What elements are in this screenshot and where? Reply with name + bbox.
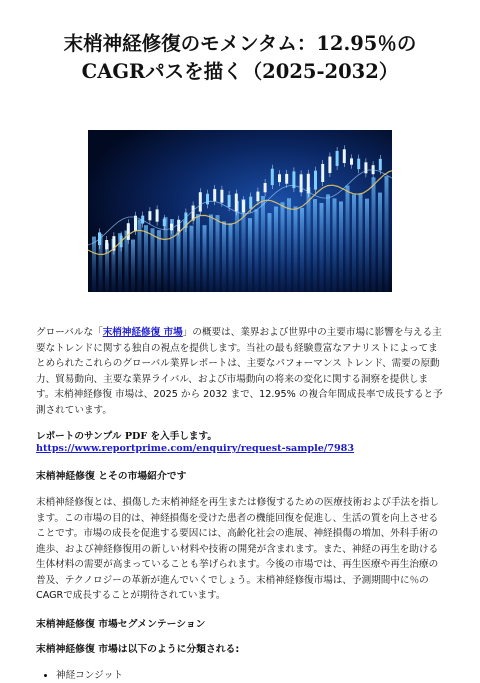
- hero-bar: [372, 177, 376, 292]
- hero-candle: [300, 174, 303, 192]
- section-heading-intro: 末梢神経修復 とその市場紹介です: [36, 471, 187, 482]
- hero-candle: [321, 164, 324, 182]
- hero-bar: [196, 214, 200, 292]
- section-intro-paragraph: 末梢神経修復とは、損傷した末梢神経を再生または修復するための医療技術および手法を指します。この市場の目的は、神経損傷を受けた患者の機能回復を促進し、生活の質を向上させることです。市場の成長を促進する要因には、高齢化社会の進展、神経損傷の増加、外科手術の進歩、および神経修復用の新しい材料や技術の開発が含まれます。また、神経の再生を助ける生体材料の需要が高まっていることも挙げられます。今後の市場では、再生医療や再生治療の普及、テクノロジーの革新が進んでいくでしょう。末梢神経修復市場は、予測期間中に％のCAGRで成長することが期待されています。: [36, 497, 439, 601]
- hero-bar: [105, 243, 109, 292]
- hero-chart-image: [88, 130, 392, 292]
- hero-candle: [285, 174, 288, 184]
- hero-bar: [287, 198, 291, 292]
- hero-candle: [127, 223, 130, 240]
- sample-label-tail: を入手します。: [147, 431, 217, 442]
- hero-bar: [209, 214, 213, 292]
- hero-bar: [92, 237, 96, 292]
- page-title: 末梢神経修復のモメンタム：12.95％のCAGRパスを描く（2025-2032）: [63, 32, 417, 83]
- hero-bar: [190, 226, 194, 292]
- section-heading-segmentation: 末梢神経修復 市場セグメンテーション: [36, 618, 206, 630]
- hero-candle: [256, 192, 259, 202]
- hero-bar: [378, 193, 382, 292]
- hero-candle: [206, 194, 209, 205]
- hero-candle: [148, 211, 151, 220]
- hero-bar: [248, 218, 252, 292]
- segmentation-list: [36, 669, 444, 683]
- hero-bar: [131, 240, 135, 292]
- sample-request: [36, 431, 444, 455]
- hero-candle: [314, 171, 317, 190]
- sample-label-pdf: PDF: [124, 431, 148, 442]
- hero-candle: [357, 159, 360, 170]
- hero-candle: [242, 200, 245, 212]
- segmentation-subheading: 末梢神経修復 市場は以下のように分類される:: [36, 643, 240, 655]
- hero-candle: [249, 197, 252, 209]
- hero-candle: [264, 183, 267, 192]
- hero-candle: [379, 159, 382, 171]
- hero-bar: [261, 196, 265, 292]
- hero-bar: [294, 206, 298, 292]
- hero-candle: [307, 174, 310, 194]
- hero-bar: [326, 194, 330, 292]
- hero-candle: [105, 240, 108, 249]
- hero-bar: [222, 221, 226, 292]
- sample-label: レポートのサンプル: [36, 431, 125, 442]
- hero-bar: [365, 199, 369, 292]
- hero-candle: [350, 158, 353, 164]
- hero-candle: [278, 174, 281, 182]
- hero-bar: [216, 215, 220, 292]
- hero-candle: [235, 194, 238, 212]
- hero-candle: [220, 190, 223, 203]
- hero-candle: [170, 224, 173, 231]
- hero-bar: [183, 221, 187, 292]
- hero-candle: [328, 157, 331, 173]
- hero-bar: [274, 206, 278, 292]
- hero-bar: [346, 186, 350, 292]
- sample-url-link[interactable]: https://www.reportprime.com/enquiry/request-sample/7983: [36, 443, 355, 454]
- hero-candle: [177, 220, 180, 232]
- hero-bar: [359, 193, 363, 292]
- hero-candle: [343, 149, 346, 163]
- hero-candle: [336, 151, 339, 166]
- hero-bar: [151, 228, 155, 292]
- hero-bar: [144, 225, 148, 292]
- hero-bar: [177, 232, 181, 292]
- intro-body: 」の概要は、業界および世界中の主要市場に影響を与える主要なトレンドに関する独自の視点を提供します。当社の最も経験豊富なアナリストによってまとめられたこれらのグローバル業界レポートは、主要なパフォーマンス トレンド、需要の原動力、貿易動向、主要な業界ライバル、および市場動向の将来の変化に関する洞察を提供します。末梢神経修復 市場は、2025 から 2032 まで、12.95% の複合年間成長率で成長すると予測されています。: [36, 327, 443, 416]
- hero-bar: [281, 202, 285, 292]
- list-item: • 神経コンジット: [56, 669, 444, 683]
- hero-bar: [235, 201, 239, 292]
- hero-candle: [228, 195, 231, 207]
- hero-bar: [320, 203, 324, 292]
- hero-candle: [213, 189, 216, 201]
- intro-prefix: グローバルな「: [36, 327, 103, 338]
- hero-bar: [352, 194, 356, 292]
- hero-bar: [157, 230, 161, 292]
- hero-candle: [163, 219, 166, 226]
- hero-bar: [385, 176, 389, 292]
- intro-paragraph: [36, 325, 444, 418]
- hero-bar: [339, 201, 343, 292]
- hero-bar: [313, 199, 317, 292]
- hero-bar: [268, 213, 272, 292]
- hero-bar: [203, 225, 207, 292]
- hero-candle: [199, 192, 202, 211]
- hero-candle: [156, 209, 159, 221]
- hero-candle: [271, 169, 274, 185]
- hero-bar: [255, 209, 259, 292]
- hero-bar: [300, 208, 304, 292]
- market-link[interactable]: 末梢神経修復 市場: [102, 327, 183, 338]
- hero-bar: [229, 223, 233, 292]
- hero-bar: [333, 198, 337, 292]
